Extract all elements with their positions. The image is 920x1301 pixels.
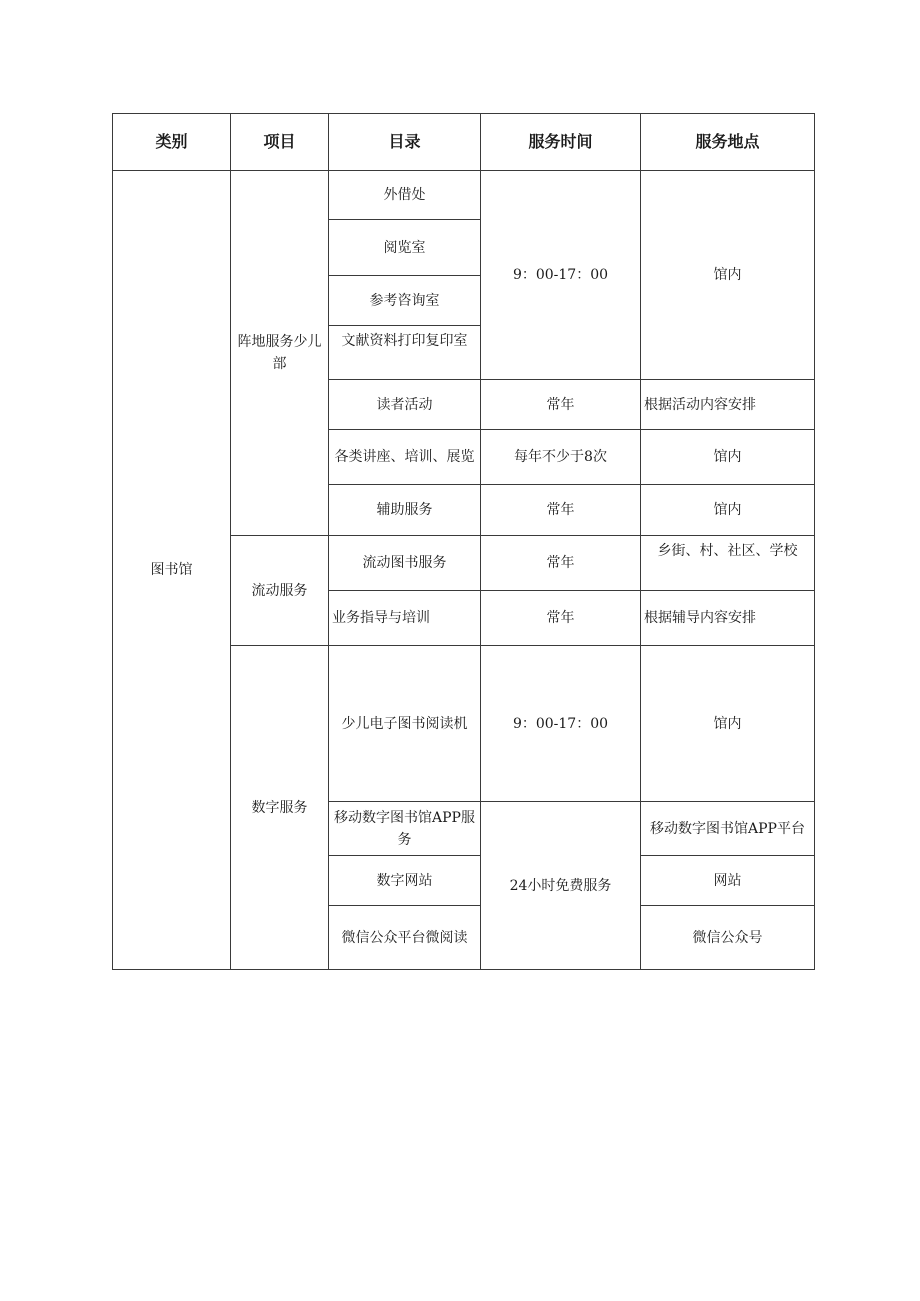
service-table [112, 113, 815, 970]
catalog-cell: 少儿电子图书阅读机 [329, 646, 481, 802]
place-cell: 网站 [641, 856, 815, 906]
header-category: 类别 [113, 114, 231, 171]
place-cell: 馆内 [641, 430, 815, 485]
catalog-cell: 辅助服务 [329, 485, 481, 536]
group-mobile: 流动服务 [231, 536, 329, 646]
table-row [113, 171, 815, 220]
time-cell: 每年不少于8次 [481, 430, 641, 485]
time-cell: 常年 [481, 380, 641, 430]
catalog-cell: 参考咨询室 [329, 276, 481, 326]
place-cell: 根据辅导内容安排 [641, 591, 815, 646]
place-cell: 根据活动内容安排 [641, 380, 815, 430]
place-cell: 微信公众号 [641, 906, 815, 970]
time-cell: 常年 [481, 536, 641, 591]
header-place: 服务地点 [641, 114, 815, 171]
catalog-cell: 文献资料打印复印室 [329, 326, 481, 380]
group-onsite: 阵地服务少儿部 [231, 171, 329, 536]
place-cell: 移动数字图书馆APP平台 [641, 802, 815, 856]
catalog-cell: 各类讲座、培训、展览 [329, 430, 481, 485]
table-header-row [113, 114, 815, 171]
header-item: 项目 [231, 114, 329, 171]
time-cell: 常年 [481, 485, 641, 536]
time-cell: 常年 [481, 591, 641, 646]
time-cell: 9：00-17：00 [481, 646, 641, 802]
time-cell-merged-1: 9：00-17：00 [481, 171, 641, 380]
catalog-cell: 阅览室 [329, 220, 481, 276]
header-time: 服务时间 [481, 114, 641, 171]
place-cell-merged-1: 馆内 [641, 171, 815, 380]
header-catalog: 目录 [329, 114, 481, 171]
catalog-cell: 外借处 [329, 171, 481, 220]
category-cell: 图书馆 [113, 171, 231, 970]
group-digital: 数字服务 [231, 646, 329, 970]
catalog-cell: 微信公众平台微阅读 [329, 906, 481, 970]
catalog-cell: 读者活动 [329, 380, 481, 430]
catalog-cell: 移动数字图书馆APP服务 [329, 802, 481, 856]
place-cell: 馆内 [641, 485, 815, 536]
catalog-cell: 数字网站 [329, 856, 481, 906]
catalog-cell: 业务指导与培训 [329, 591, 481, 646]
place-cell: 乡街、村、社区、学校 [641, 536, 815, 591]
catalog-cell: 流动图书服务 [329, 536, 481, 591]
time-cell-merged-2: 24小时免费服务 [481, 802, 641, 970]
place-cell: 馆内 [641, 646, 815, 802]
